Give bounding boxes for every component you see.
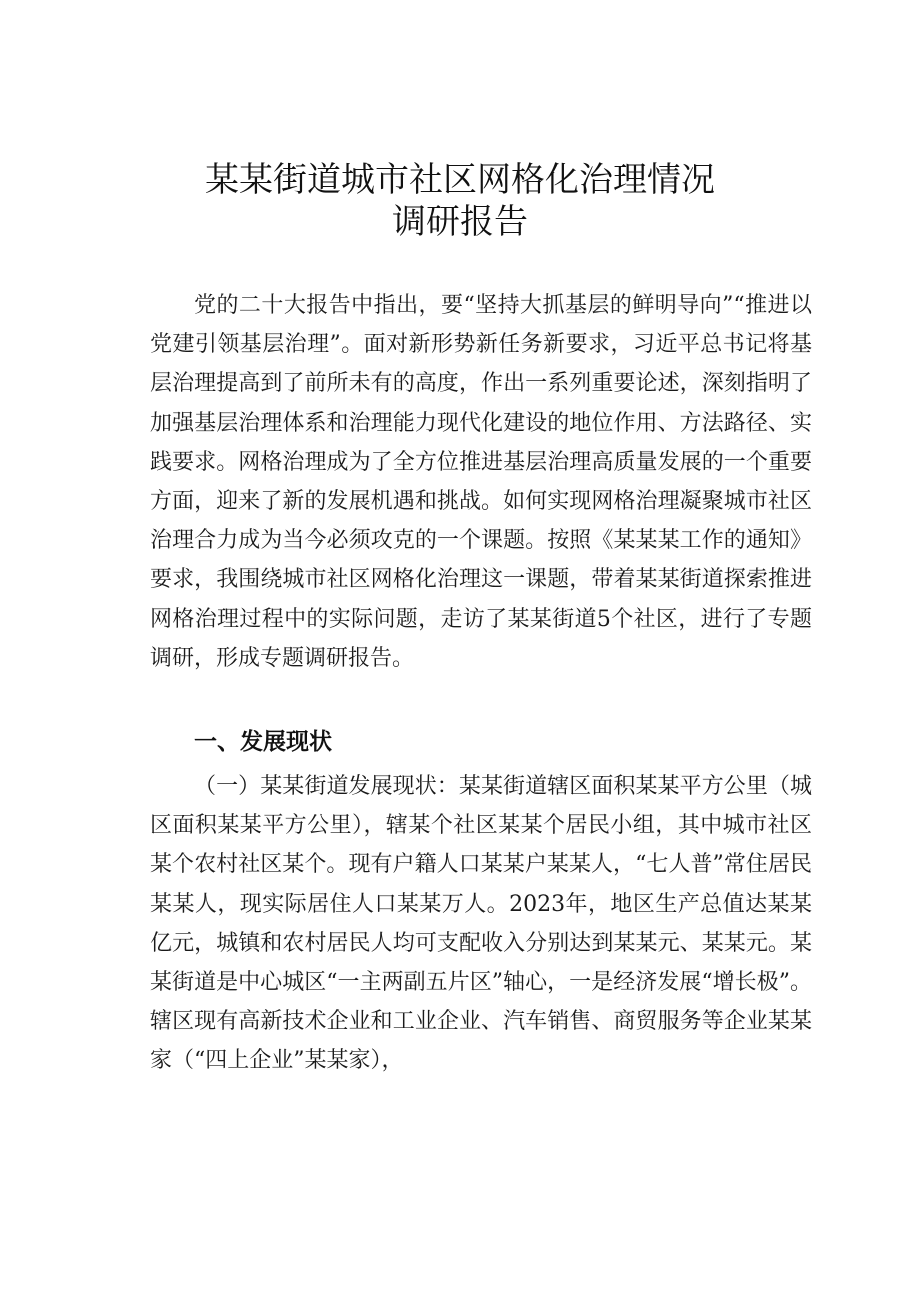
intro-paragraph: 党的二十大报告中指出，要“坚持大抓基层的鲜明导向”“推进以党建引领基层治理”。面对新形势新任务新要求，习近平总书记将基层治理提高到了前所未有的高度，作出一系列重要论述，深刻指明了加强基层治理体系和治理能力现代化建设的地位作用、方法路径、实践要求。网格治理成为了全方位推进基层治理高质量发展的一个重要方面，迎来了新的发展机遇和挑战。如何实现网格治理凝聚城市社区治理合力成为当今必须攻克的一个课题。按照《某某某工作的通知》要求，我围绕城市社区网格化治理这一课题，带着某某街道探索推进网格治理过程中的实际问题，走访了某某街道5个社区，进行了专题调研，形成专题调研报告。	[150, 293, 812, 671]
section-1-paragraph: （一）某某街道发展现状：某某街道辖区面积某某平方公里（城区面积某某平方公里），辖某个社区某某个居民小组，其中城市社区某个农村社区某个。现有户籍人口某某户某某人，“七人普”常住居民某某人，现实际居住人口某某万人。2023年，地区生产总值达某某亿元，城镇和农村居民人均可支配收入分别达到某某元、某某元。某某街道是中心城区“一主两副五片区”轴心，一是经济发展“增长极”。辖区现有高新技术企业和工业企业、汽车销售、商贸服务等企业某某家（“四上企业”某某家），	[150, 774, 812, 1074]
section-heading-development-status: 一、发展现状	[194, 729, 332, 755]
document-title-line-2: 调研报告	[392, 202, 528, 242]
section-1-paragraph-block	[150, 767, 812, 1081]
intro-paragraph-block	[150, 286, 812, 678]
document-title-line-1: 某某街道城市社区网格化治理情况	[205, 160, 715, 200]
